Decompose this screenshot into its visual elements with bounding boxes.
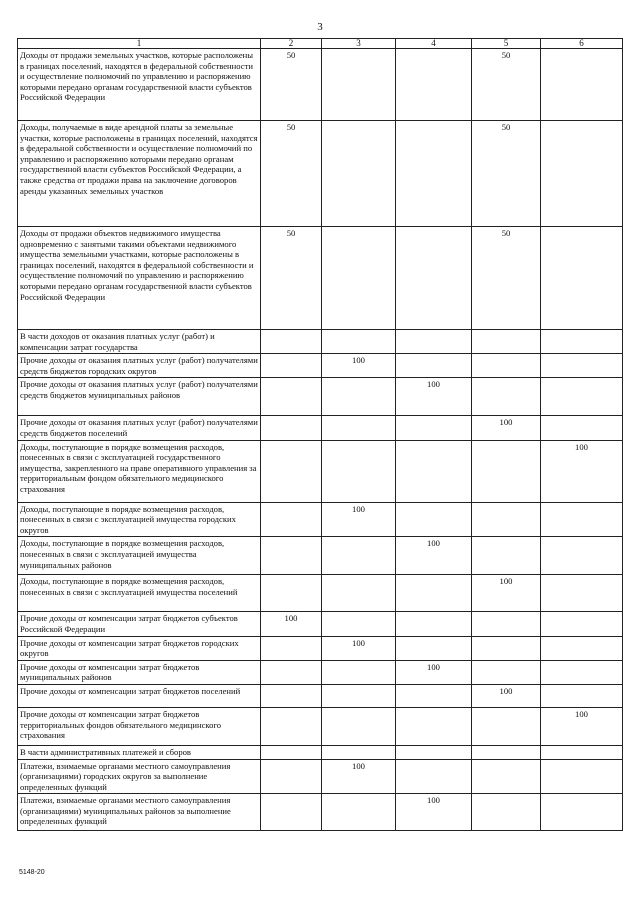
value-cell-col-4: 100	[396, 378, 472, 416]
value-cell-col-6	[541, 227, 623, 330]
column-header-1: 1	[18, 39, 261, 49]
table-row	[18, 416, 623, 440]
table-row	[18, 794, 623, 831]
value-cell-col-5	[472, 330, 541, 354]
value-cell-col-5: 100	[472, 416, 541, 440]
value-cell-col-6: 100	[541, 440, 623, 502]
value-cell-col-5	[472, 660, 541, 684]
value-cell-col-4	[396, 49, 472, 121]
row-description: Прочие доходы от компенсации затрат бюджетов муниципальных районов	[18, 660, 261, 684]
row-description: Доходы, получаемые в виде арендной платы за земельные участки, которые расположены в границах поселений, находятся в федеральной собственности и осуществление полномочий по управлению и распоряжению которыми передано органам государственной власти субъектов Российской Федерации, а также средства от продажи права на заключение договоров аренды указанных земельных участков	[18, 121, 261, 227]
value-cell-col-4: 100	[396, 660, 472, 684]
value-cell-col-6	[541, 354, 623, 378]
row-description: Доходы от продажи земельных участков, которые расположены в границах поселений, находятся в федеральной собственности и осуществление полномочий по управлению и распоряжению которыми передано органам государственной власти субъектов Российской Федерации	[18, 49, 261, 121]
value-cell-col-5	[472, 707, 541, 745]
value-cell-col-5	[472, 759, 541, 794]
value-cell-col-3	[322, 440, 396, 502]
value-cell-col-5	[472, 794, 541, 831]
table-row	[18, 575, 623, 612]
value-cell-col-2	[261, 416, 322, 440]
row-description: Прочие доходы от оказания платных услуг (работ) получателями средств бюджетов муниципальных районов	[18, 378, 261, 416]
value-cell-col-2	[261, 636, 322, 660]
value-cell-col-4	[396, 502, 472, 537]
value-cell-col-4	[396, 575, 472, 612]
value-cell-col-3	[322, 794, 396, 831]
value-cell-col-5	[472, 745, 541, 759]
table-row	[18, 684, 623, 707]
value-cell-col-3	[322, 416, 396, 440]
row-description: Прочие доходы от компенсации затрат бюджетов территориальных фондов обязательного медицинского страхования	[18, 707, 261, 745]
value-cell-col-4	[396, 354, 472, 378]
table-row	[18, 440, 623, 502]
value-cell-col-5	[472, 636, 541, 660]
value-cell-col-2: 50	[261, 121, 322, 227]
value-cell-col-4	[396, 416, 472, 440]
value-cell-col-3	[322, 49, 396, 121]
value-cell-col-6	[541, 330, 623, 354]
value-cell-col-3	[322, 684, 396, 707]
value-cell-col-2	[261, 745, 322, 759]
value-cell-col-5	[472, 440, 541, 502]
table-row	[18, 660, 623, 684]
row-description: В части доходов от оказания платных услуг (работ) и компенсации затрат государства	[18, 330, 261, 354]
value-cell-col-2: 100	[261, 612, 322, 636]
value-cell-col-5	[472, 502, 541, 537]
column-header-4: 4	[396, 39, 472, 49]
value-cell-col-2	[261, 759, 322, 794]
value-cell-col-6	[541, 502, 623, 537]
value-cell-col-6: 100	[541, 707, 623, 745]
value-cell-col-2	[261, 330, 322, 354]
value-cell-col-4	[396, 121, 472, 227]
table-row	[18, 354, 623, 378]
row-description: Доходы, поступающие в порядке возмещения расходов, понесенных в связи с эксплуатацией имущества городских округов	[18, 502, 261, 537]
value-cell-col-3	[322, 612, 396, 636]
column-header-2: 2	[261, 39, 322, 49]
value-cell-col-4	[396, 745, 472, 759]
value-cell-col-5: 50	[472, 227, 541, 330]
table-row	[18, 759, 623, 794]
value-cell-col-3	[322, 707, 396, 745]
value-cell-col-6	[541, 660, 623, 684]
table-row	[18, 502, 623, 537]
value-cell-col-4	[396, 684, 472, 707]
table-row	[18, 121, 623, 227]
value-cell-col-5	[472, 354, 541, 378]
value-cell-col-4	[396, 707, 472, 745]
table-row	[18, 707, 623, 745]
value-cell-col-6	[541, 684, 623, 707]
row-description: Прочие доходы от оказания платных услуг (работ) получателями средств бюджетов поселений	[18, 416, 261, 440]
value-cell-col-4	[396, 612, 472, 636]
value-cell-col-3	[322, 330, 396, 354]
revenue-distribution-table	[17, 38, 623, 831]
value-cell-col-4	[396, 759, 472, 794]
value-cell-col-3	[322, 745, 396, 759]
value-cell-col-2	[261, 537, 322, 575]
value-cell-col-5: 50	[472, 121, 541, 227]
value-cell-col-6	[541, 759, 623, 794]
table-row	[18, 636, 623, 660]
row-description: Платежи, взимаемые органами местного самоуправления (организациями) муниципальных районов за выполнение определенных функций	[18, 794, 261, 831]
value-cell-col-6	[541, 49, 623, 121]
row-description: Прочие доходы от компенсации затрат бюджетов городских округов	[18, 636, 261, 660]
value-cell-col-2	[261, 502, 322, 537]
row-description: Доходы, поступающие в порядке возмещения расходов, понесенных в связи с эксплуатацией имущества муниципальных районов	[18, 537, 261, 575]
value-cell-col-6	[541, 378, 623, 416]
row-description: Прочие доходы от компенсации затрат бюджетов субъектов Российской Федерации	[18, 612, 261, 636]
value-cell-col-4	[396, 440, 472, 502]
value-cell-col-3: 100	[322, 502, 396, 537]
table-row	[18, 537, 623, 575]
column-header-5: 5	[472, 39, 541, 49]
value-cell-col-4: 100	[396, 794, 472, 831]
value-cell-col-3	[322, 660, 396, 684]
value-cell-col-3	[322, 378, 396, 416]
table-row	[18, 612, 623, 636]
table-row	[18, 49, 623, 121]
value-cell-col-5: 50	[472, 49, 541, 121]
value-cell-col-3	[322, 537, 396, 575]
value-cell-col-4	[396, 330, 472, 354]
value-cell-col-5: 100	[472, 575, 541, 612]
value-cell-col-4: 100	[396, 537, 472, 575]
row-description: Доходы от продажи объектов недвижимого имущества одновременно с занятыми такими объектами недвижимого имущества земельными участками, которые расположены в границах поселений, находятся в федеральной собственности и осуществление полномочий по управлению и распоряжению которыми передано органам государственной власти субъектов Российской Федерации	[18, 227, 261, 330]
value-cell-col-2	[261, 660, 322, 684]
value-cell-col-2	[261, 440, 322, 502]
value-cell-col-3	[322, 575, 396, 612]
column-header-6: 6	[541, 39, 623, 49]
value-cell-col-6	[541, 121, 623, 227]
value-cell-col-3	[322, 121, 396, 227]
value-cell-col-2	[261, 707, 322, 745]
value-cell-col-2	[261, 575, 322, 612]
value-cell-col-6	[541, 636, 623, 660]
page-number: 3	[317, 21, 323, 33]
value-cell-col-6	[541, 537, 623, 575]
value-cell-col-2	[261, 378, 322, 416]
value-cell-col-4	[396, 636, 472, 660]
table-row	[18, 227, 623, 330]
column-header-3: 3	[322, 39, 396, 49]
value-cell-col-5	[472, 612, 541, 636]
document-code: 5148-20	[19, 869, 45, 876]
value-cell-col-6	[541, 794, 623, 831]
value-cell-col-4	[396, 227, 472, 330]
value-cell-col-5: 100	[472, 684, 541, 707]
row-description: Прочие доходы от оказания платных услуг (работ) получателями средств бюджетов городских округов	[18, 354, 261, 378]
value-cell-col-6	[541, 612, 623, 636]
value-cell-col-3: 100	[322, 636, 396, 660]
row-description: Прочие доходы от компенсации затрат бюджетов поселений	[18, 684, 261, 707]
value-cell-col-2: 50	[261, 49, 322, 121]
table-row	[18, 330, 623, 354]
value-cell-col-2	[261, 684, 322, 707]
value-cell-col-3: 100	[322, 354, 396, 378]
value-cell-col-3	[322, 227, 396, 330]
value-cell-col-6	[541, 745, 623, 759]
value-cell-col-6	[541, 416, 623, 440]
table-row	[18, 745, 623, 759]
value-cell-col-3: 100	[322, 759, 396, 794]
table-row	[18, 378, 623, 416]
value-cell-col-2	[261, 794, 322, 831]
row-description: В части административных платежей и сборов	[18, 745, 261, 759]
value-cell-col-6	[541, 575, 623, 612]
row-description: Доходы, поступающие в порядке возмещения расходов, понесенных в связи с эксплуатацией государственного имущества, закрепленного на праве оперативного управления за территориальным фондом обязательного медицинского страхования	[18, 440, 261, 502]
row-description: Платежи, взимаемые органами местного самоуправления (организациями) городских округов за выполнение определенных функций	[18, 759, 261, 794]
value-cell-col-2	[261, 354, 322, 378]
value-cell-col-5	[472, 537, 541, 575]
value-cell-col-2: 50	[261, 227, 322, 330]
row-description: Доходы, поступающие в порядке возмещения расходов, понесенных в связи с эксплуатацией имущества поселений	[18, 575, 261, 612]
value-cell-col-5	[472, 378, 541, 416]
